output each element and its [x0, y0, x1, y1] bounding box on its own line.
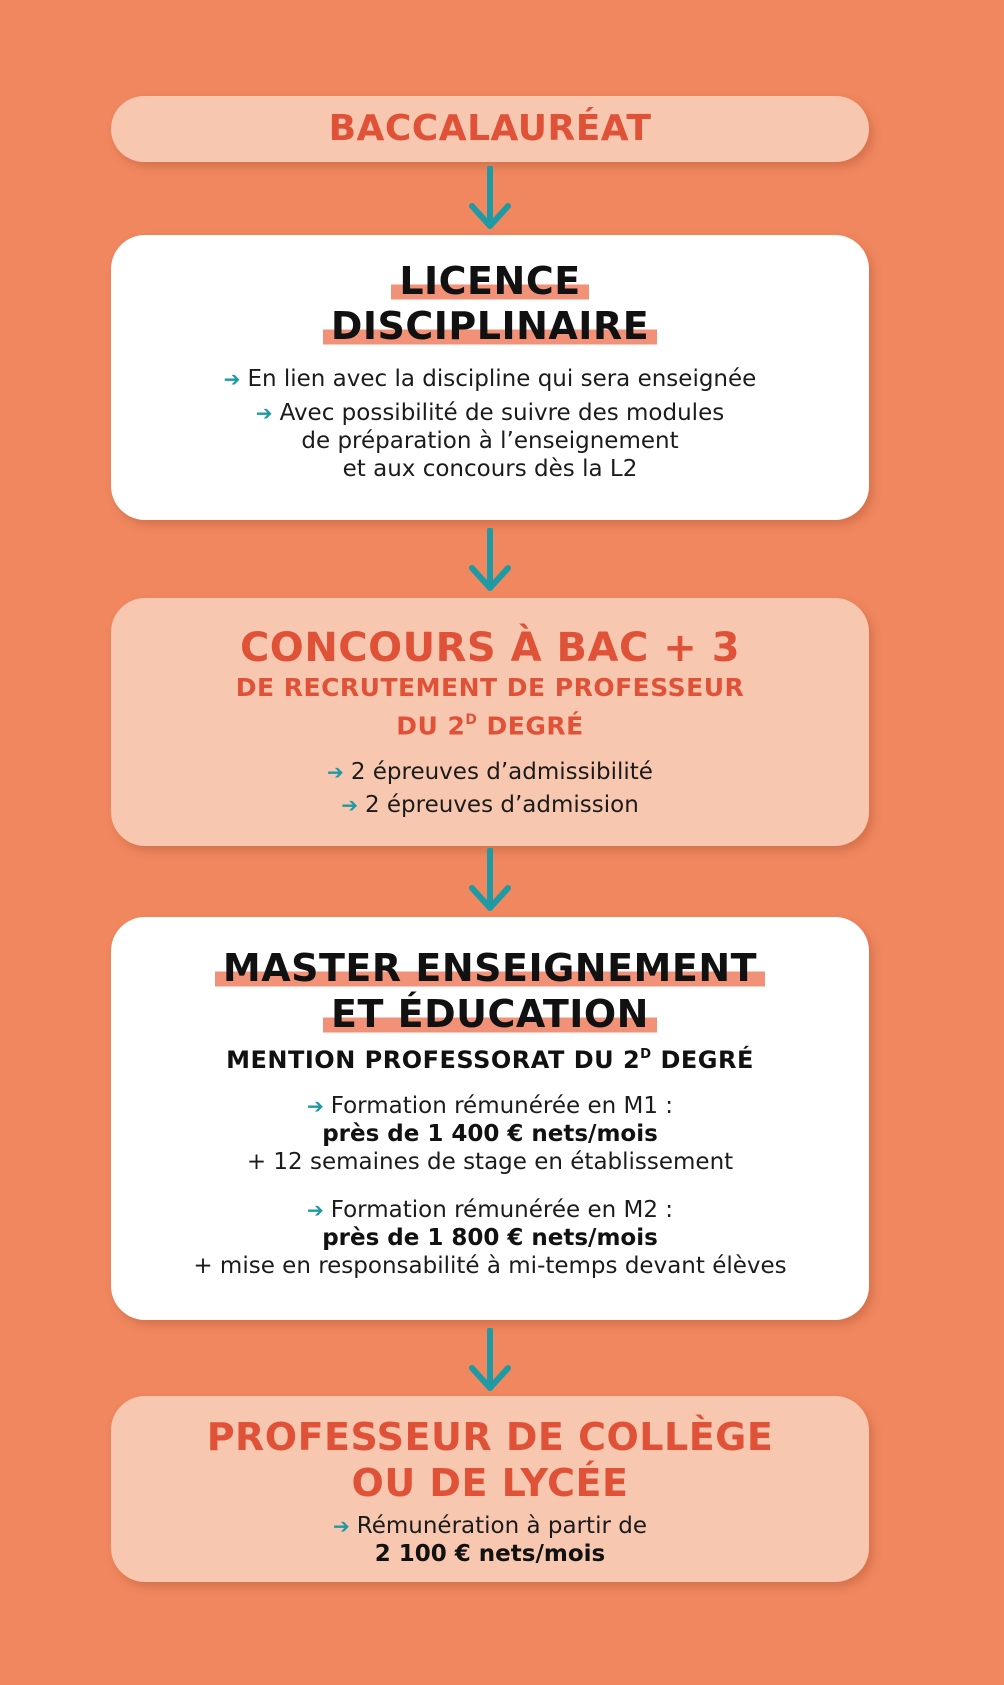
arrow-right-icon: ➔ — [223, 367, 241, 391]
master-m1-amount: près de 1 400 € nets/mois — [322, 1120, 658, 1147]
arrow-right-icon: ➔ — [306, 1197, 324, 1222]
master-title: MASTER ENSEIGNEMENT ET ÉDUCATION — [111, 945, 869, 1037]
concours-title: CONCOURS À BAC + 3 — [239, 625, 741, 671]
licence-bullet-2: ➔ Avec possibilité de suivre des modules de préparation à l’enseignement et aux concours dès la L2 — [255, 400, 725, 482]
professeur-bullet: ➔ Rémunération à partir de 2 100 € nets/mois — [333, 1513, 647, 1567]
master-m2-amount: près de 1 800 € nets/mois — [322, 1224, 658, 1251]
arrow-right-icon: ➔ — [341, 793, 358, 818]
bac-title: BACCALAURÉAT — [328, 108, 652, 149]
arrow-right-icon: ➔ — [327, 760, 344, 785]
master-m1: ➔ Formation rémunérée en M1 : près de 1 400 € nets/mois + 12 semaines de stage en établissement — [246, 1092, 734, 1175]
arrow-right-icon: ➔ — [333, 1514, 350, 1538]
licence-card — [111, 235, 869, 520]
professeur-title: PROFESSEUR DE COLLÈGE OU DE LYCÉE — [206, 1415, 774, 1505]
licence-bullet-1: ➔ En lien avec la discipline qui sera enseignée — [223, 366, 757, 392]
professeur-amount: 2 100 € nets/mois — [374, 1541, 606, 1567]
arrow-down-icon — [467, 848, 513, 914]
arrow-down-icon — [467, 166, 513, 232]
bac-card — [111, 96, 869, 162]
concours-subtitle: DE RECRUTEMENT DE PROFESSEUR DU $2^D$ DEGRÉ — [235, 673, 745, 741]
master-card — [111, 917, 869, 1320]
concours-bullet-2: ➔ 2 épreuves d’admission — [341, 792, 639, 819]
master-m2: ➔ Formation rémunérée en M2 : près de 1 800 € nets/mois + mise en responsabilité à mi-temps devant élèves — [193, 1196, 787, 1279]
arrow-down-icon — [467, 528, 513, 594]
arrow-right-icon: ➔ — [255, 401, 273, 425]
arrow-down-icon — [467, 1328, 513, 1394]
concours-bullet-1: ➔ 2 épreuves d’admissibilité — [327, 759, 653, 786]
concours-card — [111, 598, 869, 846]
licence-title: LICENCE DISCIPLINAIRE — [111, 259, 869, 349]
master-mention: MENTION PROFESSORAT DU $2^D$ DEGRÉ — [226, 1045, 754, 1074]
arrow-right-icon: ➔ — [306, 1093, 324, 1118]
professeur-card — [111, 1396, 869, 1582]
